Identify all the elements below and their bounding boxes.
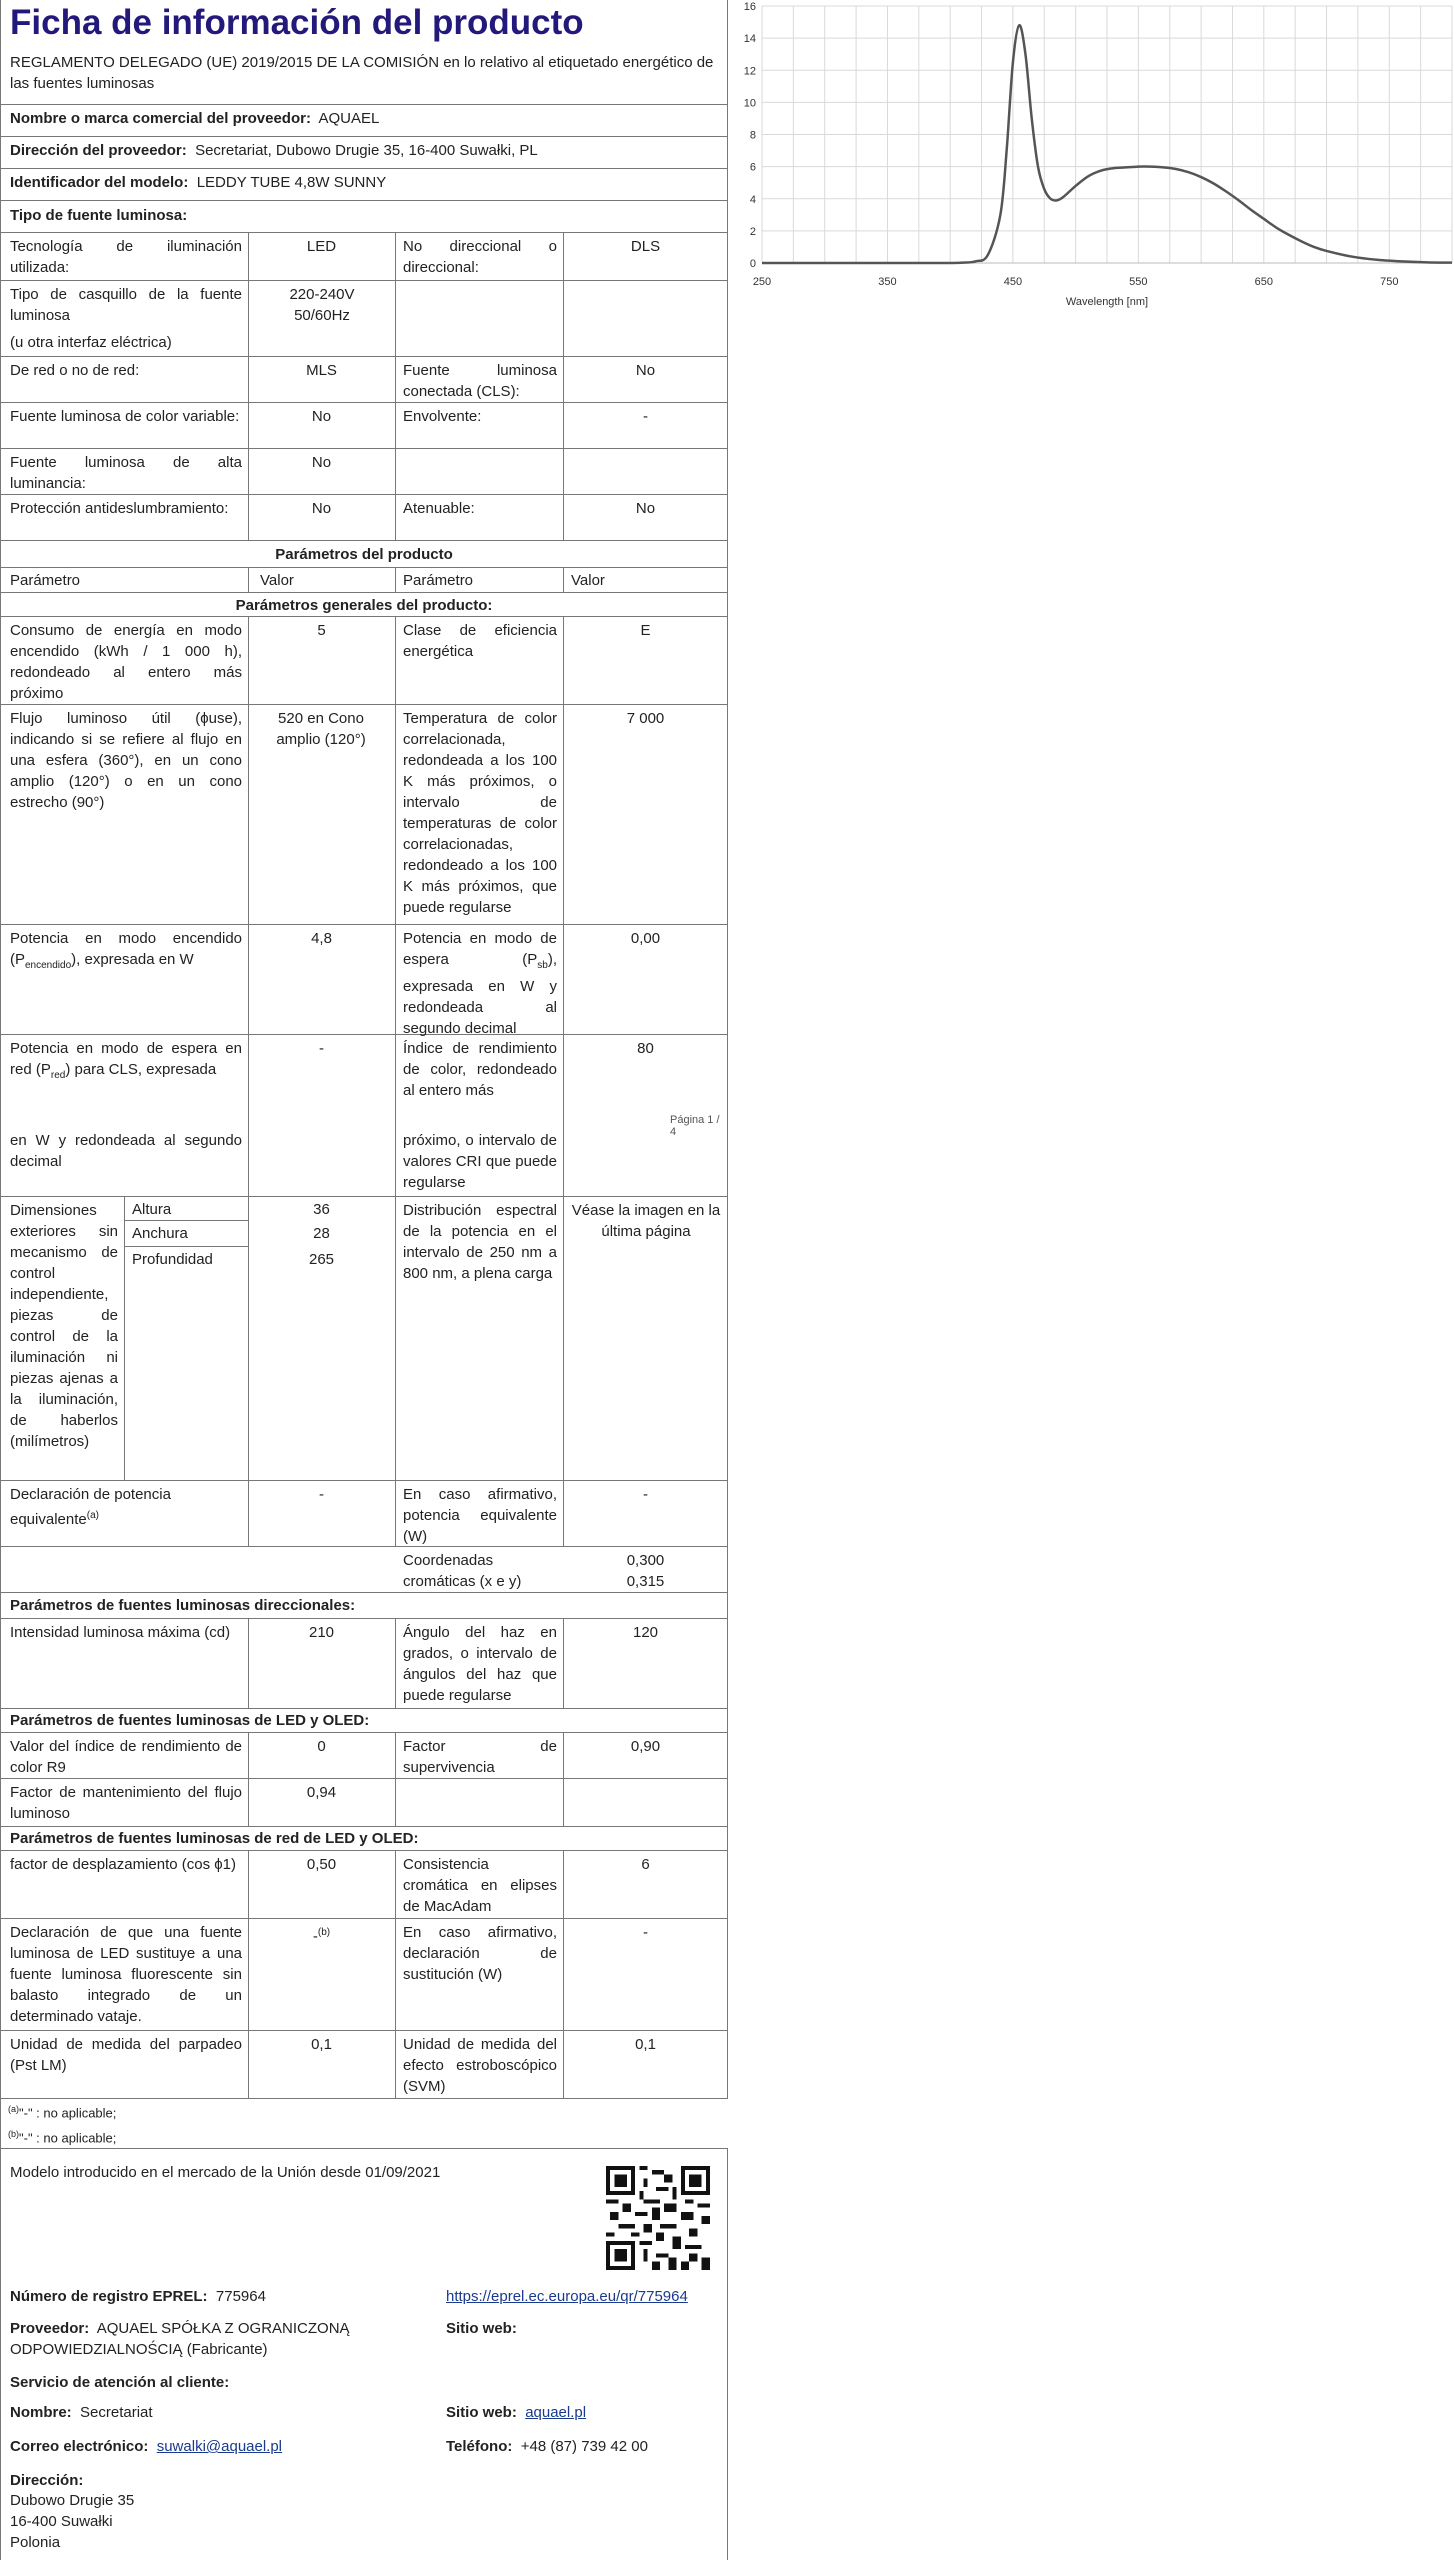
cap-sub: (u otra interfaz eléctrica) (10, 334, 172, 351)
email-link[interactable]: suwalki@aquael.pl (156, 2438, 283, 2455)
depth-label: Profundidad (132, 1251, 213, 1268)
x-tick-label: 550 (1129, 276, 1148, 288)
cls-label: Fuente luminosa conectada (CLS): (403, 362, 557, 400)
replace-label: Declaración de que una fuente luminosa de LED sustituye a una fuente luminosa fluorescente sin balasto integrado de un determinado vataje. (10, 1924, 242, 2025)
equiv-value: - (319, 1486, 324, 1503)
disp-label: factor de desplazamiento (cos ϕ1) (10, 1856, 237, 1873)
cri-value: 80 (637, 1040, 654, 1057)
strobo-label: Unidad de medida del efecto estroboscópico (SVM) (403, 2036, 557, 2095)
intensity-label: Intensidad luminosa máxima (cd) (10, 1624, 231, 1641)
y-tick-label: 0 (749, 258, 756, 270)
energy-value: 5 (317, 622, 326, 639)
flux-label: Flujo luminoso útil (ϕuse), indicando si se refiere al flujo en una esfera (360°), en un cono amplio (120°) o en un cono estrecho (90°) (10, 710, 242, 811)
cls-value: No (635, 362, 656, 379)
supplier-value: AQUAEL (318, 110, 380, 127)
y-tick-label: 16 (743, 1, 756, 13)
spd-label: Distribución espectral de la potencia en el intervalo de 250 nm a 800 nm, a plena carga (403, 1202, 557, 1282)
spd-value: Véase la imagen en la última página (571, 1202, 721, 1240)
flicker-value: 0,1 (311, 2036, 332, 2053)
maint-value: 0,94 (306, 1784, 337, 1801)
equiv-w-value: - (643, 1486, 648, 1503)
replace-w-label: En caso afirmativo, declaración de sustitución (W) (403, 1924, 557, 1983)
chroma-y: 0,315 (626, 1573, 665, 1590)
envelope-value: - (643, 408, 648, 425)
name-value: Secretariat (80, 2404, 153, 2421)
x-tick-label: 250 (752, 276, 772, 288)
strobo-value: 0,1 (635, 2036, 656, 2053)
name-label: Nombre: (10, 2404, 72, 2421)
model-label: Identificador del modelo: (10, 174, 189, 191)
equiv-label: Declaración de potencia equivalente$^{(a)}$ (10, 1486, 171, 1528)
cct-value: 7 000 (626, 710, 665, 727)
color-value: No (311, 408, 332, 425)
nondir-label: No direccional o direccional: (403, 238, 557, 276)
x-tick-label: 750 (1380, 276, 1399, 288)
website2-label: Sitio web: (446, 2404, 517, 2421)
x-tick-labels (753, 276, 1399, 288)
psb-label: Potencia en modo de espera $(P_{sb})$, expresada en W y redondeada al segundo decimal (403, 930, 557, 1037)
y-tick-label: 14 (743, 33, 756, 46)
general-heading: Parámetros generales del producto: (235, 597, 493, 614)
address-heading: Dirección: (10, 2472, 84, 2489)
eprel-label: Número de registro EPREL: (10, 2288, 208, 2305)
cri-label: Índice de rendimiento de color, redondeado al entero más (403, 1040, 557, 1099)
survival-value: 0,90 (630, 1738, 661, 1755)
x-tick-label: 650 (1254, 276, 1273, 288)
survival-label: Factor de supervivencia (403, 1738, 557, 1776)
footnote-a: $^{(a)}$"-" : no aplicable; (8, 2104, 117, 2121)
y-tick-label: 10 (743, 97, 756, 110)
address-line1: Dubowo Drugie 35 (10, 2492, 135, 2509)
height-label: Altura (132, 1201, 172, 1218)
maint-label: Factor de mantenimiento del flujo luminoso (10, 1784, 242, 1822)
psb-value: 0,00 (630, 930, 661, 947)
pnet-label: Potencia en modo de espera en red $(P_{red})$ para CLS, expresada (10, 1040, 242, 1081)
col-param-2: Parámetro (403, 572, 474, 589)
intensity-value: 210 (308, 1624, 335, 1641)
depth-value: 265 (308, 1251, 335, 1268)
chroma-label: Coordenadas cromáticas (x e y) (403, 1552, 522, 1590)
disp-value: 0,50 (306, 1856, 337, 1873)
tech-label: Tecnología de iluminación utilizada: (10, 238, 242, 276)
height-value: 36 (313, 1201, 330, 1218)
led-heading: Parámetros de fuentes luminosas de LED y OLED: (10, 1712, 370, 1729)
address-line3: Polonia (10, 2534, 61, 2551)
cri-label-cont: próximo, o intervalo de valores CRI que puede regularse (403, 1132, 557, 1191)
page-number: Página 1 / 4 (670, 1114, 720, 1138)
chroma-x: 0,300 (626, 1552, 665, 1569)
col-value-2: Valor (571, 572, 605, 589)
cap-value: 220-240V 50/60Hz (289, 286, 355, 324)
footnote-b: $^{(b)}$"-" : no aplicable; (8, 2129, 117, 2146)
macadam-label: Consistencia cromática en elipses de MacAdam (403, 1856, 557, 1915)
tech-value: LED (306, 238, 337, 255)
replace-value: -$^{(b)}$ (312, 1927, 331, 1945)
phone-label: Teléfono: (446, 2438, 513, 2455)
cct-label: Temperatura de color correlacionada, redondeada a los 100 K más próximos, o intervalo de temperaturas de color correlacionadas, redondeado a los 100 K más próximos, que puede regularse (403, 710, 557, 916)
beam-label: Ángulo del haz en grados, o intervalo de ángulos del haz que puede regularse (403, 1624, 557, 1704)
mains-value: MLS (306, 362, 337, 379)
y-tick-label: 8 (749, 129, 756, 142)
market-text: Modelo introducido en el mercado de la Unión desde 01/09/2021 (10, 2164, 441, 2181)
y-tick-label: 12 (743, 65, 756, 78)
class-value: E (640, 622, 651, 639)
glare-value: No (311, 500, 332, 517)
envelope-label: Envolvente: (403, 408, 482, 425)
r9-value: 0 (317, 1738, 326, 1755)
color-label: Fuente luminosa de color variable: (10, 408, 240, 425)
supplier-label: Nombre o marca comercial del proveedor: (10, 110, 311, 127)
qr-code-icon (606, 2166, 710, 2270)
regulation-subtitle: REGLAMENTO DELEGADO (UE) 2019/2015 DE LA COMISIÓN en lo relativo al etiquetado energético de las fuentes luminosas (10, 54, 714, 92)
nondir-value: DLS (630, 238, 661, 255)
website-label: Sitio web: (446, 2320, 517, 2337)
pon-label: Potencia en modo encendido $(P_{encendido})$, expresada en W (10, 930, 242, 971)
equiv-w-label: En caso afirmativo, potencia equivalente (W) (403, 1486, 557, 1545)
directional-heading: Parámetros de fuentes luminosas direccionales: (10, 1597, 356, 1614)
x-axis-label: Wavelength [nm] (1065, 296, 1149, 308)
chart-grid (762, 6, 1452, 263)
eprel-value: 775964 (215, 2288, 266, 2305)
y-tick-label: 4 (749, 193, 756, 206)
dim-label: Atenuable: (403, 500, 475, 517)
pon-value: 4,8 (311, 930, 332, 947)
energy-label: Consumo de energía en modo encendido (kWh / 1 000 h), redondeado al entero más próximo (10, 622, 242, 702)
model-value: LEDDY TUBE 4,8W SUNNY (196, 174, 387, 191)
spectral-distribution-chart (735, 0, 1454, 320)
provider-value: AQUAEL SPÓŁKA Z OGRANICZONĄ ODPOWIEDZIALNOŚCIĄ (Fabricante) (10, 2320, 350, 2358)
pnet-label-cont: en W y redondeada al segundo decimal (10, 1132, 242, 1170)
mains-label: De red o no de red: (10, 362, 140, 379)
highlum-value: No (311, 454, 332, 471)
type-heading: Tipo de fuente luminosa: (10, 207, 188, 224)
mains-led-heading: Parámetros de fuentes luminosas de red de LED y OLED: (10, 1830, 419, 1847)
x-tick-label: 350 (878, 276, 897, 288)
highlum-label: Fuente luminosa de alta luminancia: (10, 454, 242, 492)
x-tick-label: 450 (1003, 276, 1023, 288)
flux-value: 520 en Cono amplio (120°) (276, 710, 366, 748)
y-tick-label: 2 (749, 225, 756, 238)
dim-value: No (635, 500, 656, 517)
col-param-1: Parámetro (10, 572, 81, 589)
address-value: Secretariat, Dubowo Drugie 35, 16-400 Suwałki, PL (195, 142, 538, 159)
r9-label: Valor del índice de rendimiento de color R9 (10, 1738, 242, 1776)
cap-label: Tipo de casquillo de la fuente luminosa (10, 286, 242, 324)
email-label: Correo electrónico: (10, 2438, 149, 2455)
dims-label: Dimensiones exteriores sin mecanismo de control independiente, piezas de control de la iluminación ni piezas ajenas a la iluminación, de haberlos (milímetros) (10, 1202, 118, 1450)
y-tick-labels (744, 1, 756, 270)
phone-value: +48 (87) 739 42 00 (520, 2438, 648, 2455)
beam-value: 120 (632, 1624, 659, 1641)
provider-label: Proveedor: (10, 2320, 90, 2337)
eprel-link[interactable]: https://eprel.ec.europa.eu/qr/775964 (446, 2288, 688, 2305)
website-link[interactable]: aquael.pl (525, 2404, 587, 2421)
col-value-1: Valor (260, 572, 294, 589)
y-tick-label: 6 (749, 161, 756, 174)
flicker-label: Unidad de medida del parpadeo (Pst LM) (10, 2036, 242, 2074)
address-line2: 16-400 Suwałki (10, 2513, 113, 2530)
class-label: Clase de eficiencia energética (403, 622, 557, 660)
macadam-value: 6 (641, 1856, 650, 1873)
address-label: Dirección del proveedor: (10, 142, 187, 159)
glare-label: Protección antideslumbramiento: (10, 500, 229, 517)
customer-service-heading: Servicio de atención al cliente: (10, 2374, 230, 2391)
page-title: Ficha de información del producto (10, 3, 584, 42)
width-label: Anchura (132, 1225, 188, 1242)
replace-w-value: - (643, 1924, 648, 1941)
width-value: 28 (313, 1225, 330, 1242)
pnet-value: - (319, 1040, 324, 1057)
params-heading: Parámetros del producto (275, 546, 453, 563)
